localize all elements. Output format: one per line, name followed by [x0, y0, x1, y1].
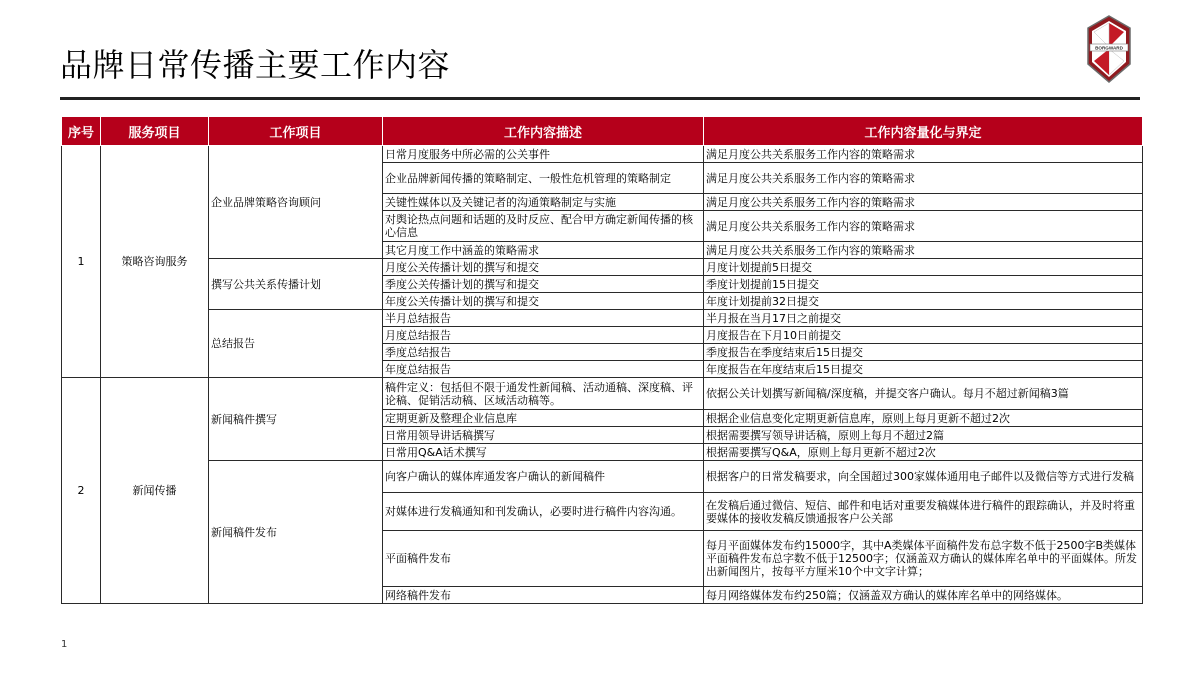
quantification-cell: 根据需要撰写领导讲话稿，原则上每月不超过2篇 — [704, 427, 1143, 444]
description-cell: 季度总结报告 — [383, 344, 704, 361]
table-row — [62, 378, 1143, 410]
quantification-cell: 根据客户的日常发稿要求，向全国超过300家媒体通用电子邮件以及微信等方式进行发稿 — [704, 461, 1143, 493]
description-cell: 网络稿件发布 — [383, 587, 704, 604]
header-description: 工作内容描述 — [383, 117, 704, 146]
quantification-cell: 满足月度公共关系服务工作内容的策略需求 — [704, 211, 1143, 242]
quantification-cell: 年度报告在年度结束后15日提交 — [704, 361, 1143, 378]
quantification-cell: 满足月度公共关系服务工作内容的策略需求 — [704, 194, 1143, 211]
table-row — [62, 259, 1143, 276]
description-cell: 半月总结报告 — [383, 310, 704, 327]
page-title: 品牌日常传播主要工作内容 — [60, 46, 451, 84]
quantification-cell: 每月平面媒体发布约15000字，其中A类媒体平面稿件发布总字数不低于2500字B类媒体平面稿件发布总字数不低于12500字；仅涵盖双方确认的媒体库名单中的平面媒体。所发出新闻图片，按每平方厘米10个中文字计算； — [704, 531, 1143, 587]
table-row — [62, 461, 1143, 493]
service-cell: 策略咨询服务 — [101, 146, 209, 378]
logo-wordmark: BORGWARD — [1095, 45, 1123, 51]
serial-cell: 2 — [62, 378, 101, 604]
quantification-cell: 半月报在当月17日之前提交 — [704, 310, 1143, 327]
description-cell: 对媒体进行发稿通知和刊发确认，必要时进行稿件内容沟通。 — [383, 493, 704, 531]
work-item-cell: 新闻稿件发布 — [209, 461, 383, 604]
description-cell: 年度公关传播计划的撰写和提交 — [383, 293, 704, 310]
page-number: 1 — [61, 639, 68, 650]
description-cell: 定期更新及整理企业信息库 — [383, 410, 704, 427]
description-cell: 其它月度工作中涵盖的策略需求 — [383, 242, 704, 259]
table-header-row — [62, 117, 1143, 146]
work-item-cell: 撰写公共关系传播计划 — [209, 259, 383, 310]
quantification-cell: 满足月度公共关系服务工作内容的策略需求 — [704, 146, 1143, 163]
table-row — [62, 310, 1143, 327]
quantification-cell: 每月网络媒体发布约250篇；仅涵盖双方确认的媒体库名单中的网络媒体。 — [704, 587, 1143, 604]
description-cell: 平面稿件发布 — [383, 531, 704, 587]
header-service: 服务项目 — [101, 117, 209, 146]
header-quantification: 工作内容量化与界定 — [704, 117, 1143, 146]
work-item-cell: 总结报告 — [209, 310, 383, 378]
table-row — [62, 146, 1143, 163]
work-item-cell: 企业品牌策略咨询顾问 — [209, 146, 383, 259]
quantification-cell: 根据需要撰写Q&A，原则上每月更新不超过2次 — [704, 444, 1143, 461]
quantification-cell: 满足月度公共关系服务工作内容的策略需求 — [704, 163, 1143, 194]
quantification-cell: 季度报告在季度结束后15日提交 — [704, 344, 1143, 361]
title-divider — [60, 97, 1140, 100]
service-cell: 新闻传播 — [101, 378, 209, 604]
serial-cell: 1 — [62, 146, 101, 378]
description-cell: 日常月度服务中所必需的公关事件 — [383, 146, 704, 163]
header-work-item: 工作项目 — [209, 117, 383, 146]
description-cell: 日常用领导讲话稿撰写 — [383, 427, 704, 444]
work-content-table — [61, 116, 1143, 604]
description-cell: 对舆论热点问题和话题的及时反应、配合甲方确定新闻传播的核心信息 — [383, 211, 704, 242]
quantification-cell: 年度计划提前32日提交 — [704, 293, 1143, 310]
quantification-cell: 满足月度公共关系服务工作内容的策略需求 — [704, 242, 1143, 259]
header-serial: 序号 — [62, 117, 101, 146]
borgward-logo — [1084, 14, 1134, 84]
description-cell: 关键性媒体以及关键记者的沟通策略制定与实施 — [383, 194, 704, 211]
quantification-cell: 月度报告在下月10日前提交 — [704, 327, 1143, 344]
description-cell: 稿件定义：包括但不限于通发性新闻稿、活动通稿、深度稿、评论稿、促销活动稿、区域活动稿等。 — [383, 378, 704, 410]
quantification-cell: 依据公关计划撰写新闻稿/深度稿，并提交客户确认。每月不超过新闻稿3篇 — [704, 378, 1143, 410]
description-cell: 月度总结报告 — [383, 327, 704, 344]
description-cell: 企业品牌新闻传播的策略制定、一般性危机管理的策略制定 — [383, 163, 704, 194]
quantification-cell: 季度计划提前15日提交 — [704, 276, 1143, 293]
description-cell: 月度公关传播计划的撰写和提交 — [383, 259, 704, 276]
quantification-cell: 月度计划提前5日提交 — [704, 259, 1143, 276]
description-cell: 日常用Q&A话术撰写 — [383, 444, 704, 461]
description-cell: 年度总结报告 — [383, 361, 704, 378]
quantification-cell: 在发稿后通过微信、短信、邮件和电话对重要发稿媒体进行稿件的跟踪确认，并及时将重要媒体的接收发稿反馈通报客户公关部 — [704, 493, 1143, 531]
description-cell: 季度公关传播计划的撰写和提交 — [383, 276, 704, 293]
description-cell: 向客户确认的媒体库通发客户确认的新闻稿件 — [383, 461, 704, 493]
work-item-cell: 新闻稿件撰写 — [209, 378, 383, 461]
quantification-cell: 根据企业信息变化定期更新信息库，原则上每月更新不超过2次 — [704, 410, 1143, 427]
